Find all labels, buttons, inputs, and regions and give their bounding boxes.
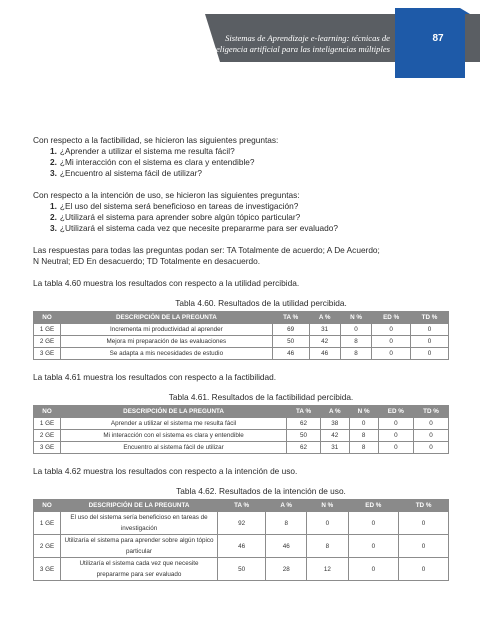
page-number-tab	[395, 14, 465, 78]
cell-ta: 62	[287, 442, 321, 454]
table-lead: La tabla 4.62 muestra los resultados con respecto a la intención de uso.	[33, 466, 298, 476]
factibilidad-block	[33, 135, 449, 179]
cell-a: 28	[266, 558, 307, 581]
col-a: A %	[320, 406, 349, 418]
factibilidad-question-list	[33, 146, 449, 179]
cell-n: 8	[307, 535, 348, 558]
cell-td: 0	[399, 535, 449, 558]
running-header-line-2: inteligencia artificial para las inteligencias múltiples	[206, 44, 390, 54]
table-header-row	[34, 500, 449, 512]
answer-scale-line-1: Las respuestas para todas las preguntas podan ser: TA Totalmente de acuerdo; A De Acuerdo;	[33, 245, 380, 255]
cell-td: 0	[399, 558, 449, 581]
table-row	[34, 558, 449, 581]
cell-ed: 0	[372, 336, 411, 348]
cell-ed: 0	[378, 442, 413, 454]
cell-desc: Utilizaría el sistema cada vez que necesite prepararme para ser evaluado	[61, 558, 218, 581]
cell-ta: 46	[272, 348, 309, 360]
cell-desc: El uso del sistema sería beneficioso en tareas de investigación	[61, 512, 218, 535]
table-caption: Tabla 4.61. Resultados de la factibilidad percibida.	[168, 392, 354, 402]
cell-ed: 0	[348, 558, 399, 581]
question-item: 1. ¿El uso del sistema será beneficioso en tareas de investigación?	[50, 201, 299, 211]
cell-ta: 50	[218, 558, 266, 581]
cell-n: 8	[340, 348, 372, 360]
table-header-row	[34, 406, 449, 418]
cell-desc: Aprender a utilizar el sistema me resulta fácil	[61, 418, 287, 430]
cell-a: 42	[309, 336, 340, 348]
col-n: N %	[307, 500, 348, 512]
question-item: 3. ¿Encuentro al sistema fácil de utilizar?	[50, 168, 202, 178]
table-row	[34, 336, 449, 348]
col-no: NO	[34, 406, 61, 418]
col-desc: DESCRIPCIÓN DE LA PREGUNTA	[61, 500, 218, 512]
cell-a: 46	[266, 535, 307, 558]
cell-n: 8	[349, 442, 378, 454]
col-ed: ED %	[348, 500, 399, 512]
col-ed: ED %	[372, 312, 411, 324]
cell-td: 0	[410, 336, 448, 348]
question-item: 1. ¿Aprender a utilizar el sistema me resulta fácil?	[50, 146, 235, 156]
col-no: NO	[34, 500, 61, 512]
cell-no: 3 GE	[34, 442, 61, 454]
intencion-lead: Con respecto a la intención de uso, se hicieron las siguientes preguntas:	[33, 190, 300, 200]
col-no: NO	[34, 312, 61, 324]
cell-ed: 0	[348, 512, 399, 535]
cell-a: 31	[309, 324, 340, 336]
cell-ta: 92	[218, 512, 266, 535]
cell-td: 0	[410, 324, 448, 336]
cell-td: 0	[414, 418, 449, 430]
cell-a: 38	[320, 418, 349, 430]
question-item: 3. ¿Utilizará el sistema cada vez que necesite prepararme para ser evaluado?	[50, 223, 339, 233]
intencion-question-list	[33, 201, 449, 234]
cell-n: 0	[349, 418, 378, 430]
cell-n: 8	[340, 336, 372, 348]
table-lead: La tabla 4.61 muestra los resultados con respecto a la factibilidad.	[33, 372, 277, 382]
cell-n: 0	[340, 324, 372, 336]
cell-ta: 62	[287, 418, 321, 430]
running-header	[150, 33, 390, 55]
cell-ed: 0	[348, 535, 399, 558]
results-table-factibilidad	[33, 405, 449, 454]
cell-no: 2 GE	[34, 336, 61, 348]
cell-ta: 50	[287, 430, 321, 442]
question-item: 2. ¿Utilizará el sistema para aprender sobre algún tópico particular?	[50, 212, 301, 222]
cell-no: 3 GE	[34, 348, 61, 360]
table-row	[34, 348, 449, 360]
answer-scale-paragraph	[33, 245, 449, 267]
page-body	[33, 135, 449, 593]
col-ta: TA %	[218, 500, 266, 512]
cell-ed: 0	[372, 324, 411, 336]
cell-ta: 50	[272, 336, 309, 348]
col-desc: DESCRIPCIÓN DE LA PREGUNTA	[61, 406, 287, 418]
cell-a: 31	[320, 442, 349, 454]
running-header-line-1: Sistemas de Aprendizaje e-learning: técnicas de	[225, 33, 390, 43]
cell-no: 2 GE	[34, 535, 61, 558]
col-ta: TA %	[287, 406, 321, 418]
intencion-block	[33, 190, 449, 234]
cell-desc: Mi interacción con el sistema es clara y entendible	[61, 430, 287, 442]
page-header-band	[0, 0, 480, 80]
col-td: TD %	[410, 312, 448, 324]
table-lead: La tabla 4.60 muestra los resultados con respecto a la utilidad percibida.	[33, 278, 300, 288]
col-a: A %	[266, 500, 307, 512]
cell-desc: Se adapta a mis necesidades de estudio	[61, 348, 273, 360]
answer-scale-line-2: N Neutral; ED En desacuerdo; TD Totalmente en desacuerdo.	[33, 256, 261, 266]
table-row	[34, 418, 449, 430]
col-n: N %	[349, 406, 378, 418]
col-n: N %	[340, 312, 372, 324]
cell-td: 0	[399, 512, 449, 535]
table-row	[34, 324, 449, 336]
results-table-utilidad	[33, 311, 449, 360]
page-number: 87	[432, 33, 444, 44]
col-td: TD %	[399, 500, 449, 512]
table-caption: Tabla 4.62. Resultados de la intención de uso.	[176, 486, 346, 496]
cell-td: 0	[414, 442, 449, 454]
factibilidad-lead: Con respecto a la factibilidad, se hicieron las siguientes preguntas:	[33, 135, 279, 145]
col-desc: DESCRIPCIÓN DE LA PREGUNTA	[61, 312, 273, 324]
cell-ed: 0	[378, 430, 413, 442]
col-td: TD %	[414, 406, 449, 418]
table-caption: Tabla 4.60. Resultados de la utilidad percibida.	[175, 298, 347, 308]
cell-ta: 46	[218, 535, 266, 558]
col-ed: ED %	[378, 406, 413, 418]
cell-a: 46	[309, 348, 340, 360]
cell-td: 0	[410, 348, 448, 360]
results-table-intencion	[33, 499, 449, 581]
cell-td: 0	[414, 430, 449, 442]
cell-no: 3 GE	[34, 558, 61, 581]
col-ta: TA %	[272, 312, 309, 324]
cell-desc: Utilizaría el sistema para aprender sobre algún tópico particular	[61, 535, 218, 558]
cell-no: 1 GE	[34, 324, 61, 336]
question-item: 2. ¿Mi interacción con el sistema es clara y entendible?	[50, 157, 255, 167]
cell-ta: 69	[272, 324, 309, 336]
table-row	[34, 512, 449, 535]
cell-n: 0	[307, 512, 348, 535]
table-row	[34, 442, 449, 454]
cell-no: 2 GE	[34, 430, 61, 442]
cell-desc: Encuentro al sistema fácil de utilizar	[61, 442, 287, 454]
cell-a: 8	[266, 512, 307, 535]
cell-desc: Mejora mi preparación de las evaluaciones	[61, 336, 273, 348]
col-a: A %	[309, 312, 340, 324]
table-header-row	[34, 312, 449, 324]
cell-n: 8	[349, 430, 378, 442]
cell-no: 1 GE	[34, 418, 61, 430]
cell-no: 1 GE	[34, 512, 61, 535]
cell-a: 42	[320, 430, 349, 442]
cell-ed: 0	[378, 418, 413, 430]
table-row	[34, 535, 449, 558]
cell-desc: Incrementa mi productividad al aprender	[61, 324, 273, 336]
cell-ed: 0	[372, 348, 411, 360]
cell-n: 12	[307, 558, 348, 581]
table-row	[34, 430, 449, 442]
